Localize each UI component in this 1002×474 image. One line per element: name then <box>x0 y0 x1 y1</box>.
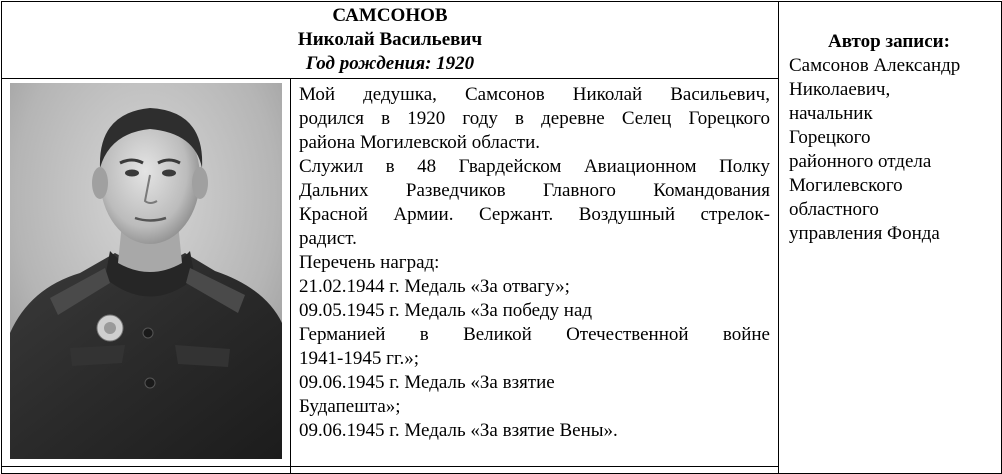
author-line: областного <box>789 199 879 220</box>
bio-cell <box>291 79 779 467</box>
record-table <box>1 1 1002 474</box>
bio-line: Мой дедушка, Самсонов Николай Васильевич, <box>299 84 770 105</box>
bio-line: 09.06.1945 г. Медаль «За взятие Вены». <box>299 420 618 441</box>
bio-line: 09.05.1945 г. Медаль «За победу над <box>299 300 593 321</box>
photo-cell <box>2 79 291 467</box>
header-cell <box>2 2 779 79</box>
tunic-button <box>143 328 153 338</box>
eye-left <box>125 170 139 177</box>
bio-line: 1941-1945 гг.»; <box>299 348 420 369</box>
full-name: Николай Васильевич <box>297 29 483 50</box>
author-line: управления Фонда <box>789 223 940 244</box>
bio-line: Красной Армии. Сержант. Воздушный стрелок- <box>299 204 770 225</box>
author-line: Самсонов Александр <box>789 55 961 76</box>
tunic-button <box>145 378 155 388</box>
author-line: начальник <box>789 103 873 124</box>
ear-right <box>192 167 208 199</box>
medal-center <box>104 322 116 334</box>
empty-cell <box>2 467 291 474</box>
author-cell <box>779 2 1002 474</box>
surname: САМСОНОВ <box>332 5 448 26</box>
bio-line: Служил в 48 Гвардейском Авиационном Полку <box>299 156 770 177</box>
author-line: Горецкого <box>789 127 871 148</box>
bio-line: родился в 1920 году в деревне Селец Горецкого <box>299 108 770 129</box>
bio-line: 21.02.1944 г. Медаль «За отвагу»; <box>299 276 570 297</box>
bio-line: 09.06.1945 г. Медаль «За взятие <box>299 372 555 393</box>
author-line: районного отдела <box>789 151 932 172</box>
author-line: Могилевского <box>789 175 903 196</box>
bio-line: района Могилевской области. <box>299 132 540 153</box>
portrait-photo <box>10 83 282 459</box>
bio-line: Дальних Разведчиков Главного Командования <box>299 180 770 201</box>
bio-line: Перечень наград: <box>299 252 440 273</box>
pocket-flap-left <box>70 345 125 366</box>
bio-line: Будапешта»; <box>299 396 401 417</box>
ear-left <box>92 167 108 199</box>
eye-right <box>162 170 176 177</box>
bio-line: Германией в Великой Отечественной войне <box>299 324 770 345</box>
author-label: Автор записи: <box>828 31 950 52</box>
birth-year: Год рождения: 1920 <box>305 53 475 74</box>
author-line: Николаевич, <box>789 79 891 100</box>
empty-cell <box>291 467 779 474</box>
bio-line: радист. <box>299 228 357 249</box>
portrait-illustration <box>10 83 282 459</box>
